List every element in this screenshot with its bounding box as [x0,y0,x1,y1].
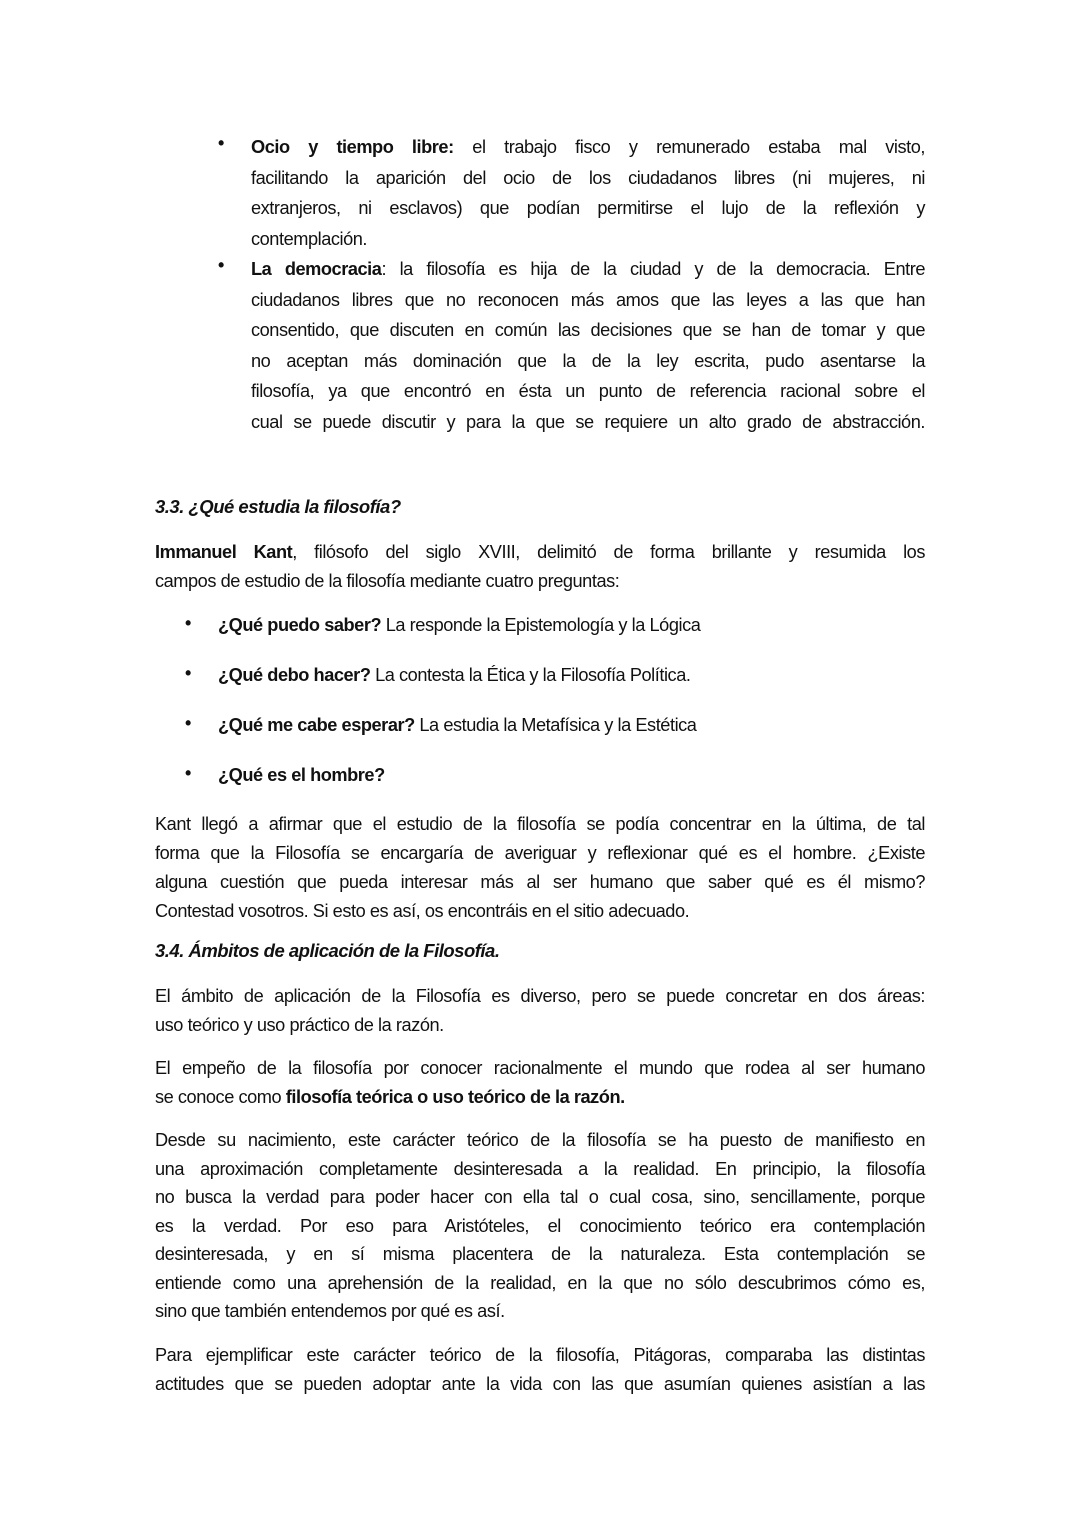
question-answer: La contesta la Ética y la Filosofía Política. [370,665,691,685]
bullet-icon: • [218,133,225,153]
bullet-item-ocio: Ocio y tiempo libre: el trabajo fisco y remunerado estaba mal visto, facilitando la aparición del ocio de los ciudadanos libres (ni mujeres, ni extranjeros, ni esclavos) que podían permitirse el lujo de la reflexión y contemplación. [251,137,925,249]
pitagoras-paragraph: Para ejemplificar este carácter teórico de la filosofía, Pitágoras, comparaba las distintas actitudes que se pueden adoptar ante la vida con las que asumían quienes asistían a las [155,1345,925,1394]
section-heading-3-4: 3.4. Ámbitos de aplicación de la Filosofía. [155,940,500,961]
bullet-icon: • [185,663,192,683]
bullet-icon: • [185,613,192,633]
question-text: ¿Qué me cabe esperar? [218,715,415,735]
question-item [218,612,700,638]
question-item [218,662,690,688]
bullet-item-democracia: La democracia: la filosofía es hija de la ciudad y de la democracia. Entre ciudadanos libres que no reconocen más amos que las leyes a las que han consentido, que discuten en común las decisiones que se han de tomar y que no aceptan más dominación que la de la ley escrita, pudo asentarse la filosofía, ya que encontró en ésta un punto de referencia racional sobre el cual se puede discutir y para la que se requiere un alto grado de abstracción. [251,259,926,432]
question-item [218,712,696,738]
question-answer: La responde la Epistemología y la Lógica [381,615,701,635]
bullet-term: Ocio y tiempo libre: [251,137,454,157]
question-text: ¿Qué debo hacer? [218,665,371,685]
kant-name: Immanuel Kant [155,542,293,562]
question-item [218,762,385,788]
question-text: ¿Qué es el hombre? [218,765,385,785]
nacimiento-paragraph: Desde su nacimiento, este carácter teórico de la filosofía se ha puesto de manifiesto en una aproximación completamente desinteresada a la realidad. En principio, la filosofía no busca la verdad para poder hacer con ella tal o cual cosa, sino, sencillamente, porque es la verdad. Por eso para Aristóteles, el conocimiento teórico era contemplación desinteresada, y en sí misma placentera de la naturaleza. Esta contemplación se entiende como una aprehensión de la realidad, en la que no sólo descubrimos cómo es, sino que también entendemos por qué es así. [155,1130,925,1321]
theoretical-philosophy-term: filosofía teórica o uso teórico de la razón. [285,1087,625,1107]
bullet-icon: • [185,713,192,733]
question-answer: La estudia la Metafísica y la Estética [414,715,697,735]
empeno-paragraph: El empeño de la filosofía por conocer racionalmente el mundo que rodea al ser humano se conoce como filosofía teórica o uso teórico de la razón. [155,1058,925,1107]
ambito-paragraph: El ámbito de aplicación de la Filosofía es diverso, pero se puede concretar en dos áreas: uso teórico y uso práctico de la razón. [155,986,925,1035]
kant-intro-paragraph: Immanuel Kant, filósofo del siglo XVIII, delimitó de forma brillante y resumida los campos de estudio de la filosofía mediante cuatro preguntas: [155,542,925,591]
bullet-icon: • [185,763,192,783]
kant-conclusion-paragraph: Kant llegó a afirmar que el estudio de la filosofía se podía concentrar en la última, de tal forma que la Filosofía se encargaría de averiguar y reflexionar qué es el hombre. ¿Existe alguna cuestión que pueda interesar más al ser humano que saber qué es él mismo? Contestad vosotros. Si esto es así, os encontráis en el sitio adecuado. [155,814,925,921]
question-text: ¿Qué puedo saber? [218,615,382,635]
bullet-term: La democracia [251,259,382,279]
bullet-icon: • [218,255,225,275]
section-heading-3-3: 3.3. ¿Qué estudia la filosofía? [155,496,401,517]
